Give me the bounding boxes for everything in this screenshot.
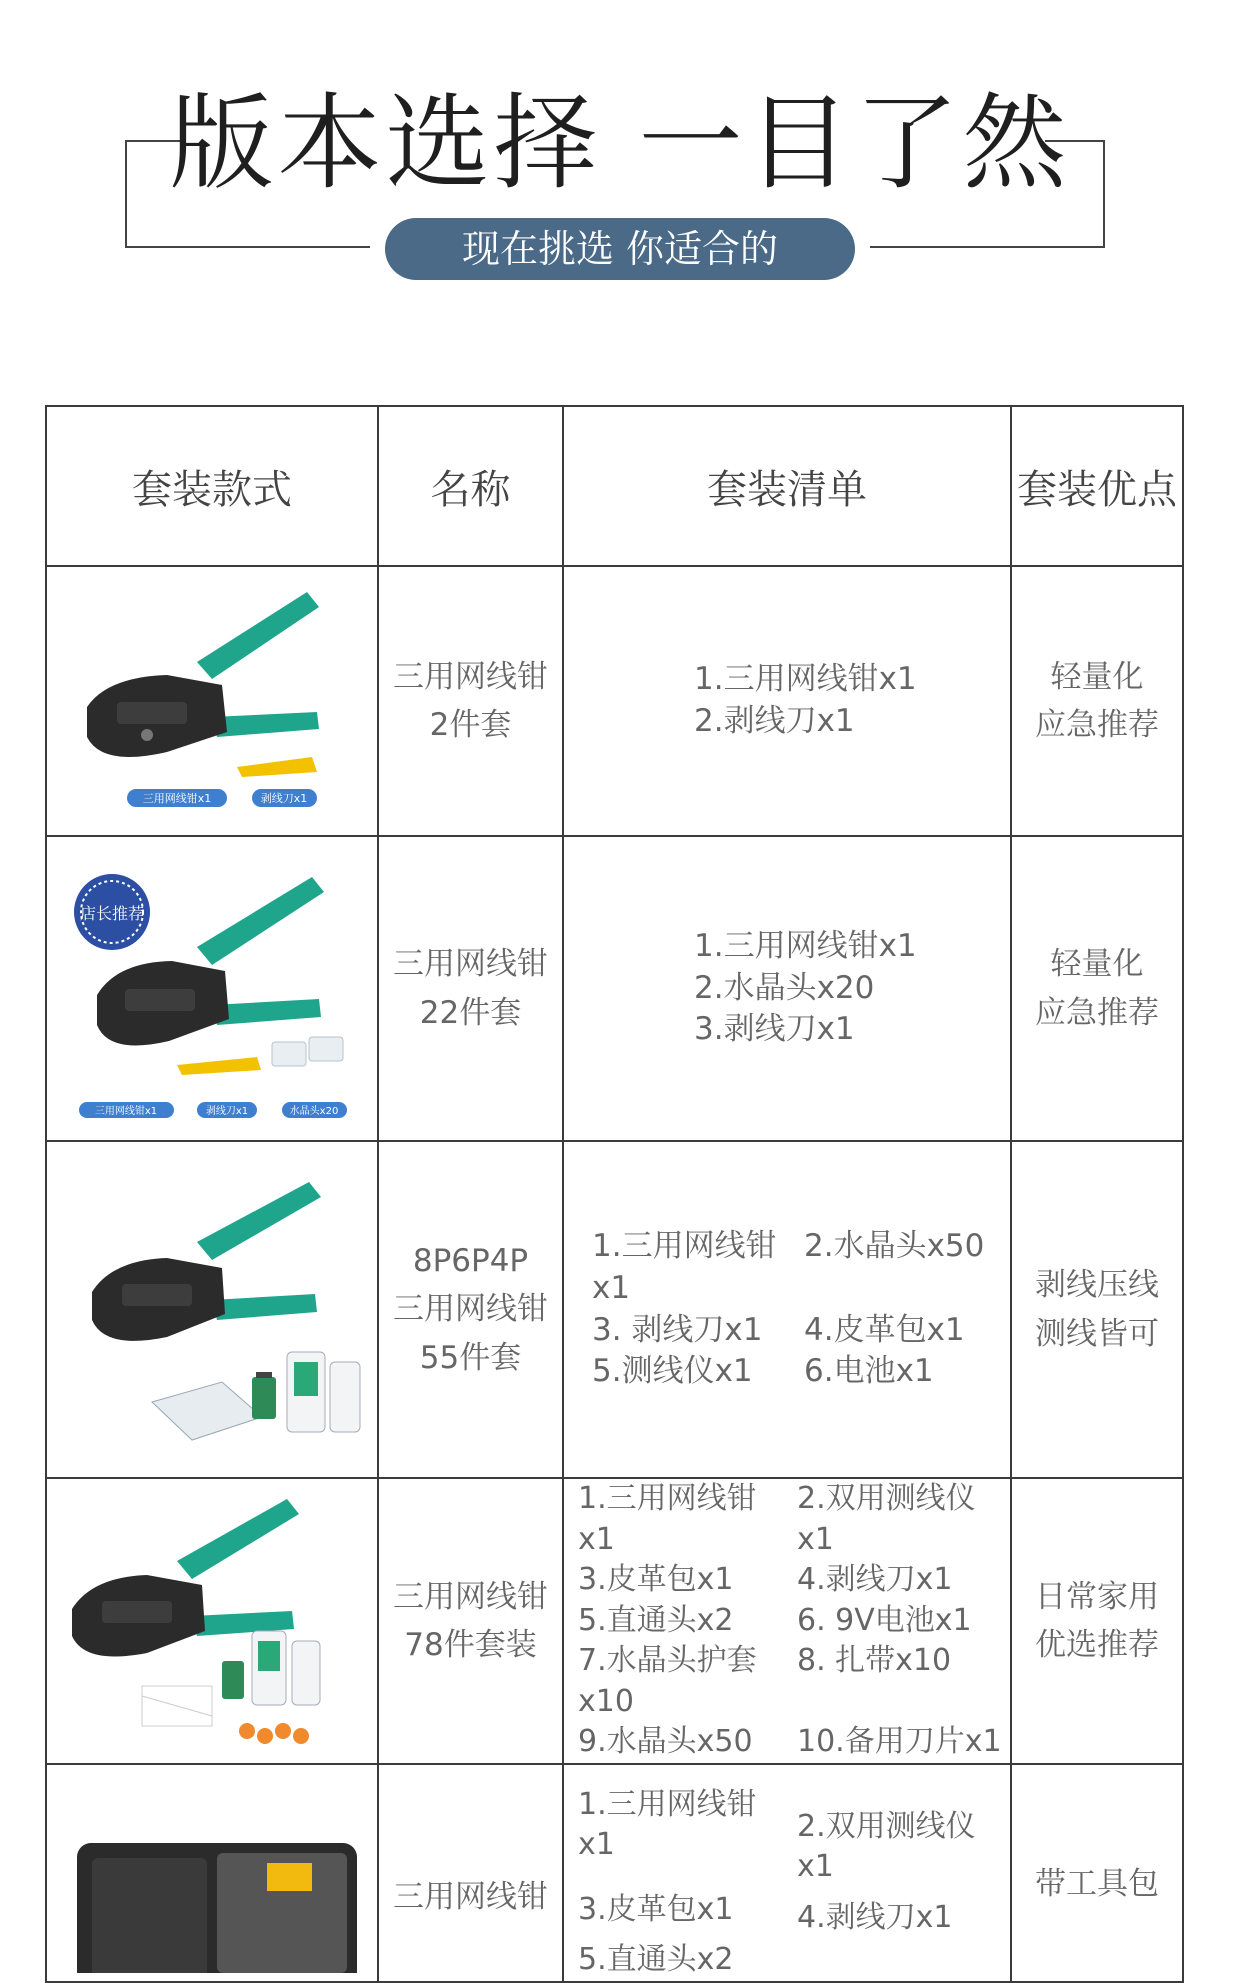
contents-item: 1.三用网线钳x1 [694, 661, 917, 698]
page-title: 版本选择 一目了然 [169, 82, 1071, 204]
contents-item: 10.备用刀片x1 [797, 1724, 1002, 1759]
column-header-advantage: 套装优点 [1011, 406, 1183, 566]
contents-item: 6.电池x1 [804, 1353, 934, 1390]
product-name-line: 三用网线钳 [393, 1878, 548, 1915]
product-image-cell [46, 1764, 378, 1982]
connector-boots-icon [239, 1723, 309, 1744]
product-image-cell [46, 836, 378, 1141]
table-row [46, 836, 1183, 1141]
advantage-line: 轻量化 [1050, 658, 1144, 695]
product-name-line: 三用网线钳 [393, 658, 548, 695]
contents-item: 1.三用网线钳x1 [578, 1481, 757, 1557]
advantage-cell [1011, 1141, 1183, 1478]
advantage-line: 剥线压线 [1035, 1267, 1159, 1304]
contents-item: 4.皮革包x1 [804, 1311, 965, 1348]
advantage-line: 应急推荐 [1035, 707, 1159, 743]
contents-item: 5.测线仪x1 [592, 1353, 753, 1390]
contents-item: 3.皮革包x1 [578, 1562, 734, 1597]
contents-item: 1.三用网线钳x1 [694, 927, 917, 964]
contents-cell [563, 1764, 1011, 1982]
image-tag: 水晶头x20 [289, 1106, 339, 1117]
battery-icon [252, 1372, 276, 1419]
contents-cell [563, 836, 1011, 1141]
product-name-line: 78件套装 [404, 1626, 537, 1663]
crimping-tool-kit-image [47, 1142, 378, 1477]
product-name-cell [378, 1478, 563, 1764]
wire-stripper-icon [237, 757, 317, 777]
advantage-cell [1011, 836, 1183, 1141]
crimping-tool-kit-image [47, 1481, 378, 1761]
contents-item: 8. 扎带x10 [797, 1643, 952, 1678]
table-header-row [46, 406, 1183, 566]
product-image-cell [46, 1478, 378, 1764]
advantage-cell [1011, 1478, 1183, 1764]
tool-bag-icon [77, 1843, 357, 1973]
table-row [46, 1141, 1183, 1478]
contents-item: 1.三用网线钳x1 [578, 1786, 757, 1862]
subtitle-pill: 现在挑选 你适合的 [385, 218, 855, 280]
advantage-line: 测线皆可 [1035, 1315, 1159, 1352]
product-name-cell [378, 1764, 563, 1982]
image-tag: 三用网线钳x1 [142, 792, 212, 805]
advantage-line: 优选推荐 [1035, 1626, 1159, 1663]
contents-item: 2.水晶头x20 [694, 969, 875, 1006]
page-header [0, 0, 1240, 320]
table-row [46, 1478, 1183, 1764]
advantage-line: 日常家用 [1035, 1578, 1159, 1615]
product-name-line: 三用网线钳 [393, 946, 548, 983]
contents-item: 3.皮革包x1 [578, 1891, 734, 1927]
product-name-line: 55件套 [419, 1339, 522, 1376]
product-name-cell [378, 566, 563, 836]
product-name-line: 2件套 [429, 707, 512, 743]
product-image-cell [46, 566, 378, 836]
contents-item: 2.双用测线仪x1 [797, 1808, 976, 1884]
product-name-line: 8P6P4P [412, 1243, 529, 1280]
version-comparison-table [45, 405, 1184, 1983]
advantage-cell [1011, 1764, 1183, 1982]
contents-item: 6. 9V电池x1 [797, 1602, 972, 1638]
cable-tester-icon [252, 1631, 320, 1705]
product-image-cell [46, 1141, 378, 1478]
crimping-tool-image [47, 567, 378, 835]
contents-cell [563, 1141, 1011, 1478]
contents-item: 2.水晶头x50 [804, 1227, 985, 1264]
contents-item: 4.剥线刀x1 [797, 1899, 953, 1935]
column-header-name: 名称 [378, 406, 563, 566]
wire-stripper-icon [177, 1057, 261, 1075]
product-name-line: 三用网线钳 [393, 1578, 548, 1615]
crimping-tool-image [47, 837, 378, 1140]
contents-item: 2.双用测线仪x1 [797, 1481, 976, 1557]
product-name-cell [378, 1141, 563, 1478]
crimper-icon [92, 1182, 321, 1341]
contents-cell [563, 566, 1011, 836]
advantage-line: 应急推荐 [1035, 994, 1159, 1031]
table-row [46, 566, 1183, 836]
contents-item: 7.水晶头护套x10 [578, 1643, 757, 1719]
advantage-cell [1011, 566, 1183, 836]
connector-tray-icon [152, 1382, 262, 1440]
advantage-line: 带工具包 [1035, 1865, 1159, 1902]
battery-icon [222, 1661, 244, 1699]
product-name-line: 三用网线钳 [393, 1291, 548, 1328]
table-row [46, 1764, 1183, 1982]
rj45-connector-icon [272, 1037, 343, 1066]
cable-tester-icon [287, 1352, 360, 1432]
product-name-cell [378, 836, 563, 1141]
crimper-icon [87, 592, 319, 757]
contents-item: 5.直通头x2 [578, 1602, 734, 1638]
contents-cell [563, 1478, 1011, 1764]
product-name-line: 22件套 [419, 994, 522, 1031]
column-header-contents: 套装清单 [563, 406, 1011, 566]
badge-label: 店长推荐 [79, 904, 145, 923]
image-tag: 剥线刀x1 [205, 1106, 249, 1117]
image-tag: 剥线刀x1 [260, 792, 308, 805]
store-recommend-badge [74, 874, 150, 950]
image-tag: 三用网线钳x1 [94, 1106, 158, 1117]
contents-item: 3. 剥线刀x1 [592, 1311, 763, 1348]
contents-item: 3.剥线刀x1 [694, 1011, 855, 1048]
contents-item: 4.剥线刀x1 [797, 1562, 953, 1597]
contents-item: 1.三用网线钳 x1 [592, 1227, 777, 1306]
contents-item: 5.直通头x2 [578, 1942, 734, 1977]
column-header-style: 套装款式 [46, 406, 378, 566]
cable-ties-icon [142, 1686, 212, 1726]
contents-item: 2.剥线刀x1 [694, 703, 855, 739]
tool-bag-kit-image [47, 1773, 378, 1973]
advantage-line: 轻量化 [1050, 946, 1144, 983]
contents-item: 9.水晶头x50 [578, 1724, 753, 1759]
